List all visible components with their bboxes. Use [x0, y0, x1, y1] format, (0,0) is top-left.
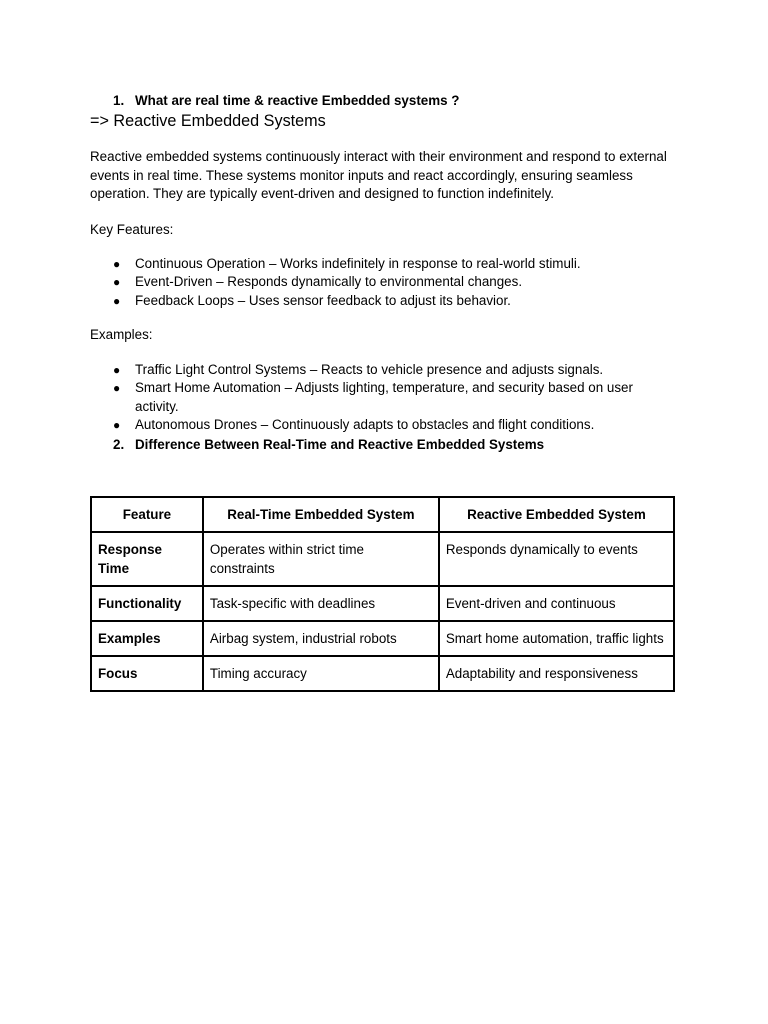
- table-row-feature: Response Time: [91, 532, 203, 586]
- bullet-icon: ●: [113, 257, 121, 271]
- list-item: [113, 255, 673, 273]
- list-item: [113, 273, 673, 291]
- table-cell-reactive: Smart home automation, traffic lights: [439, 621, 674, 656]
- table-row-feature: Focus: [91, 656, 203, 691]
- question-1-text: What are real time & reactive Embedded systems ?: [135, 93, 460, 108]
- table-cell-real-time: Operates within strict time constraints: [203, 532, 439, 586]
- table-header-row: [91, 497, 674, 532]
- table-row: [91, 621, 674, 656]
- question-2-text: Difference Between Real-Time and Reactive Embedded Systems: [135, 437, 545, 452]
- table-header-cell: Reactive Embedded System: [439, 497, 674, 532]
- table-cell-reactive: Responds dynamically to events: [439, 532, 674, 586]
- bullet-icon: ●: [113, 363, 121, 377]
- list-item-text: Traffic Light Control Systems – Reacts to vehicle presence and adjusts signals.: [135, 362, 604, 377]
- key-features-label: Key Features:: [90, 222, 174, 237]
- table-row: [91, 586, 674, 621]
- examples-list: [113, 361, 673, 435]
- question-1-number: 1.: [113, 93, 125, 108]
- examples-label: Examples:: [90, 327, 153, 342]
- table-cell-reactive: Event-driven and continuous: [439, 586, 674, 621]
- table-cell-real-time: Task-specific with deadlines: [203, 586, 439, 621]
- table-cell-real-time: Airbag system, industrial robots: [203, 621, 439, 656]
- table-cell-reactive: Adaptability and responsiveness: [439, 656, 674, 691]
- list-item-text: Continuous Operation – Works indefinitely in response to real-world stimuli.: [135, 256, 581, 271]
- list-item: [113, 361, 673, 379]
- question-1: [113, 92, 459, 110]
- table-cell-real-time: Timing accuracy: [203, 656, 439, 691]
- list-item-text: Smart Home Automation – Adjusts lighting, temperature, and security based on user activity.: [135, 380, 633, 414]
- list-item-text: Event-Driven – Responds dynamically to environmental changes.: [135, 274, 523, 290]
- table-header-cell: Feature: [91, 497, 203, 532]
- intro-paragraph: Reactive embedded systems continuously interact with their environment and respond to external events in real time. These systems monitor inputs and react accordingly, ensuring seamless operation. They are typically event-driven and designed to function indefinitely.: [90, 149, 667, 202]
- question-2: [113, 436, 544, 454]
- key-features-list: [113, 255, 673, 310]
- table-row-feature: Functionality: [91, 586, 203, 621]
- list-item: [113, 416, 673, 434]
- list-item: [113, 292, 673, 310]
- list-item-text: Feedback Loops – Uses sensor feedback to adjust its behavior.: [135, 292, 511, 308]
- bullet-icon: ●: [113, 418, 121, 433]
- question-2-number: 2.: [113, 437, 125, 452]
- table-row-feature: Examples: [91, 621, 203, 656]
- bullet-icon: ●: [113, 381, 121, 396]
- bullet-icon: ●: [113, 275, 121, 290]
- list-item-text: Autonomous Drones – Continuously adapts to obstacles and flight conditions.: [135, 417, 595, 433]
- table-row: [91, 656, 674, 691]
- list-item: [113, 379, 673, 416]
- comparison-table: [90, 496, 675, 692]
- bullet-icon: ●: [113, 293, 121, 308]
- section-heading: => Reactive Embedded Systems: [90, 112, 326, 130]
- table-header-cell: Real-Time Embedded System: [203, 497, 439, 532]
- table-row: [91, 532, 674, 586]
